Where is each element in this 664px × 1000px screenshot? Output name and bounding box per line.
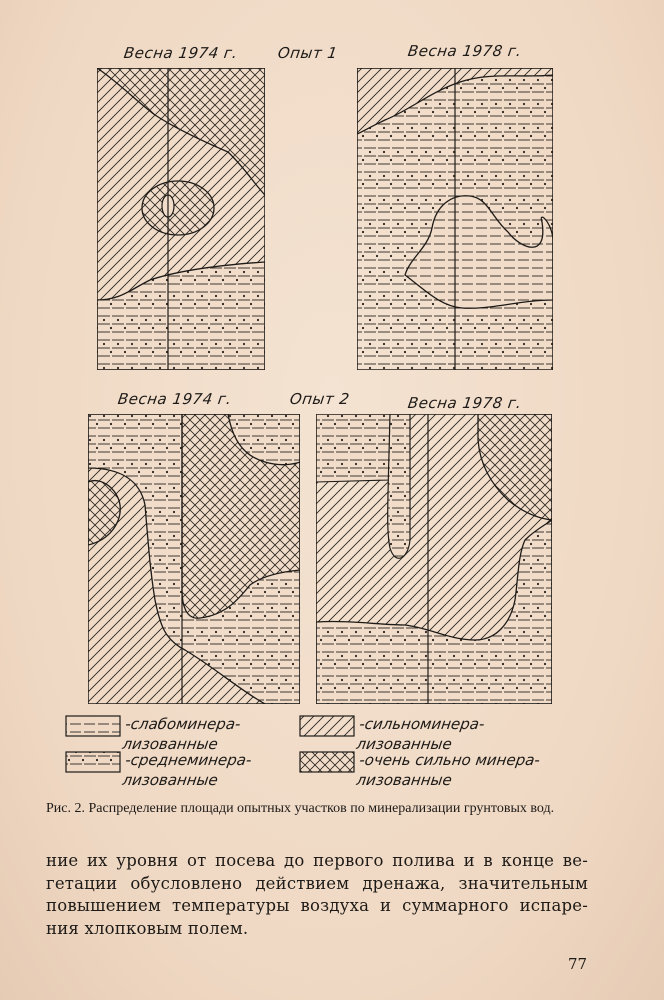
legend-label-medium: [121, 750, 253, 790]
map-exp2-1974: [88, 414, 300, 704]
page-number: 77: [568, 955, 588, 973]
figure-caption: [46, 800, 606, 817]
top-left-heading: Весна 1974 г.: [122, 44, 239, 62]
legend-label-very-strong: [355, 750, 541, 790]
map-exp2-1978: [316, 414, 552, 704]
legend-swatch-medium: [66, 752, 120, 772]
legend-strong-line1: -сильноминера-: [358, 715, 486, 733]
legend-swatch-very-strong: [300, 752, 354, 772]
legend-label-strong: [355, 714, 486, 754]
body-line: повышением температуры воздуха и суммарного испаре-: [46, 896, 588, 915]
map-exp1-1978: [357, 68, 553, 370]
bottom-center-heading: Опыт 2: [288, 390, 351, 408]
legend-weak-line1: -слабоминера-: [124, 715, 242, 733]
legend-weak-line2: лизованные: [121, 735, 220, 753]
legend-swatch-strong: [300, 716, 354, 736]
body-line: гетации обусловлено действием дренажа, значительным: [46, 873, 588, 893]
legend-very-strong-line1: -очень сильно минера-: [358, 751, 542, 769]
caption-text: Распределение площади опытных участков по минерализации грунтовых вод.: [88, 801, 555, 816]
legend-very-strong-line2: лизованные: [355, 771, 454, 789]
top-right-heading: Весна 1978 г.: [406, 42, 523, 60]
map-exp1-1974: [97, 68, 265, 370]
bottom-right-heading: Весна 1978 г.: [406, 394, 523, 412]
body-line: ния хлопковым полем.: [46, 918, 249, 938]
body-paragraph: [46, 850, 588, 940]
legend-medium-line2: лизованные: [121, 771, 220, 789]
body-line: ние их уровня от посева до первого полива и в конце ве-: [46, 851, 588, 870]
bottom-left-heading: Весна 1974 г.: [116, 390, 233, 408]
legend-swatch-weak: [66, 716, 120, 736]
caption-label: Рис. 2.: [46, 801, 85, 816]
legend-strong-line2: лизованные: [355, 735, 454, 753]
top-center-heading: Опыт 1: [276, 44, 339, 62]
legend-medium-line1: -среднеминера-: [124, 751, 253, 769]
legend-label-weak: [121, 714, 242, 754]
